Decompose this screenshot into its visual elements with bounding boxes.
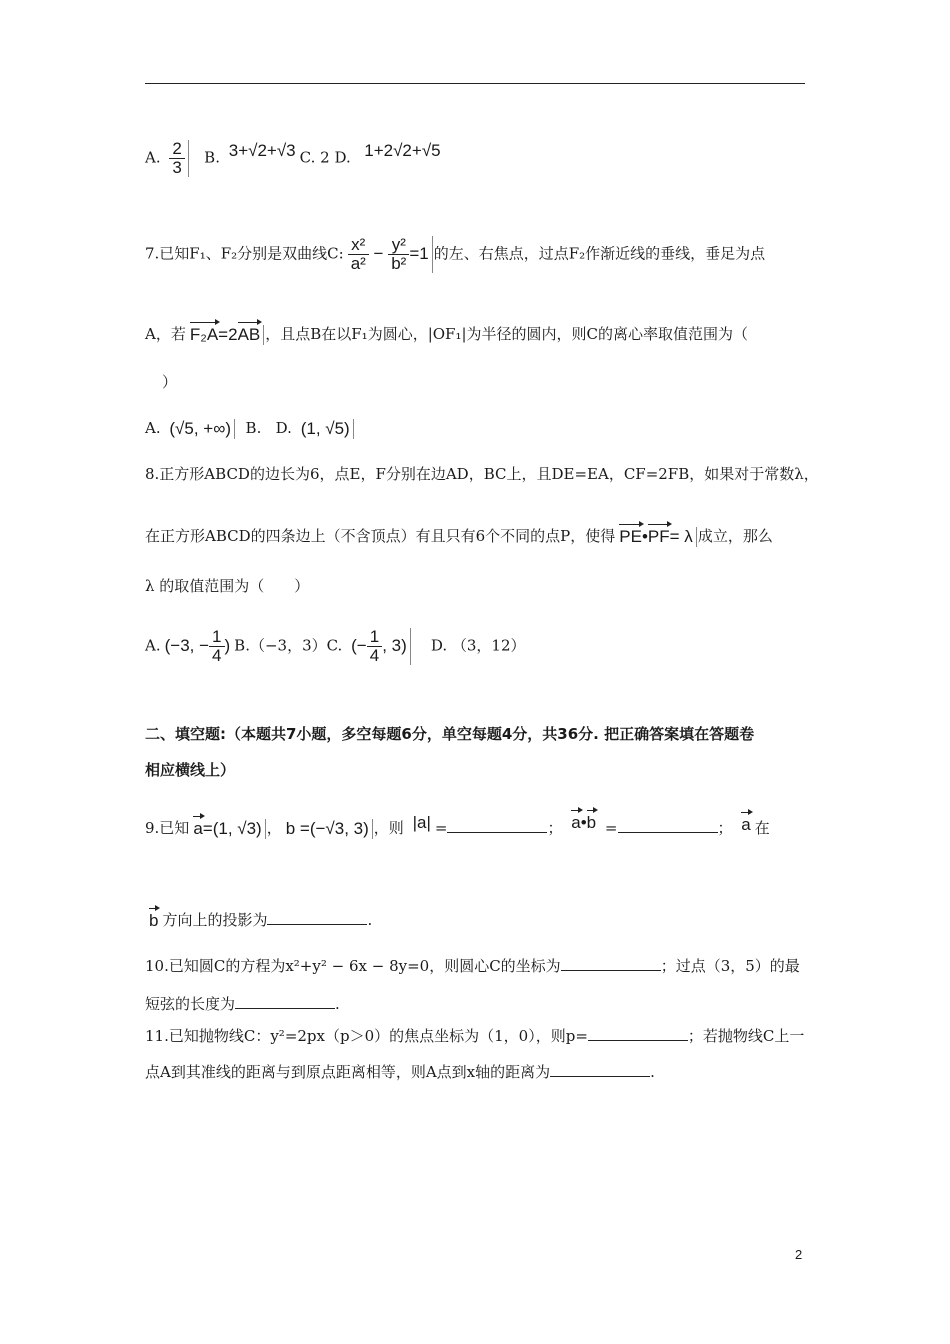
answer-blank[interactable] [618,818,718,833]
q7-options: A. (√5, +∞) B. D. (1, √5) [145,418,355,439]
answer-blank[interactable] [588,1026,688,1041]
q10-line2: 短弦的长度为 . [145,995,340,1013]
q7-line1: 7.已知F₁、F₂分别是双曲线C: $\frac{\text{x²}}{\text{a²}}$ − $\frac{\text{y²}}{\text{b²}}$ =1 的左、右焦点，过点F₂作渐近线的垂线，垂足为点 [145,235,766,273]
answer-blank[interactable] [561,956,661,971]
q9-line1: 9.已知 a=(1, √3) ， b =(−√3, 3) ，则 |a| = ； a•b = ； a 在 [145,813,770,838]
a-dot-b: a•b [571,813,597,832]
header-rule [145,83,805,84]
dot-product-equation: PE•PF= λ [616,527,697,547]
vector-a: a [741,815,751,834]
q11-line2: 点A到其准线的距离与到原点距离相等，则A点到x轴的距离为 . [145,1063,655,1081]
section2-heading-line1: 二、填空题:（本题共7小题，多空每题6分，单空每题4分，共36分. 把正确答案填在答题卷 [145,725,755,743]
answer-blank[interactable] [447,818,547,833]
q7-line2: A，若 F₂A=2AB ，且点B在以F₁为圆心，|OF₁|为半径的圆内，则C的离心率取值范围为（ [145,325,748,344]
section2-heading-line2: 相应横线上） [145,761,236,779]
q7-option-a: (√5, +∞) [166,419,235,439]
q8-options: A. (−3, − $\frac{1}{4}$ ) B.（−3，3）C. (− $\frac{1}{4}$ , 3) D. （3，12） [145,627,526,665]
option-b-label: B. [204,148,220,167]
q11-line1: 11.已知抛物线C：y²=2px（p＞0）的焦点坐标为（1，0），则p= ；若抛物线C上一 [145,1027,805,1045]
answer-blank[interactable] [267,910,367,925]
abs-a: |a| [412,813,431,832]
q9-line2: b 方向上的投影为 . [145,910,372,931]
q8-line2: 在正方形ABCD的四条边上（不含顶点）有且只有6个不同的点P，使得 PE•PF= λ 成立，那么 [145,527,773,546]
option-a-label: A. [145,148,161,167]
q8-line1: 8.正方形ABCD的边长为6，点E，F分别在边AD，BC上，且DE=EA，CF=2FB，如果对于常数λ， [145,465,819,483]
option-b-expr: 3+√2+√3 [228,140,296,160]
vector-b-definition: b =(−√3, 3) [283,819,373,839]
q6-options [145,140,445,177]
q10-line1: 10.已知圆C的方程为x²+y² − 6x − 8y=0，则圆心C的坐标为 ；过点（3，5）的最 [145,957,800,975]
q8-option-c: (− $\frac{1}{4}$ , 3) [348,628,411,665]
q8-line3: λ 的取值范围为（ ） [145,577,310,595]
page-number: 2 [795,1247,803,1262]
vector-b: b [149,911,159,930]
answer-blank[interactable] [550,1062,650,1077]
hyperbola-equation: $\frac{\text{x²}}{\text{a²}}$ − $\frac{\text{y²}}{\text{b²}}$ =1 [345,236,433,273]
option-d-expr: 1+2√2+√5 [364,140,441,160]
answer-blank[interactable] [235,994,335,1009]
q7-line3: ） [162,373,178,391]
vector-a-definition: a=(1, √3) [190,819,265,839]
option-c-label: C. 2 [299,148,330,167]
q8-option-a: (−3, − $\frac{1}{4}$ ) [164,627,231,665]
option-a-fraction: $\frac{2}{3}$ [166,140,188,177]
q7-option-d: (1, √5) [298,419,354,439]
vector-equation: F₂A=2AB [187,325,264,345]
option-d-label: D. [334,148,351,167]
